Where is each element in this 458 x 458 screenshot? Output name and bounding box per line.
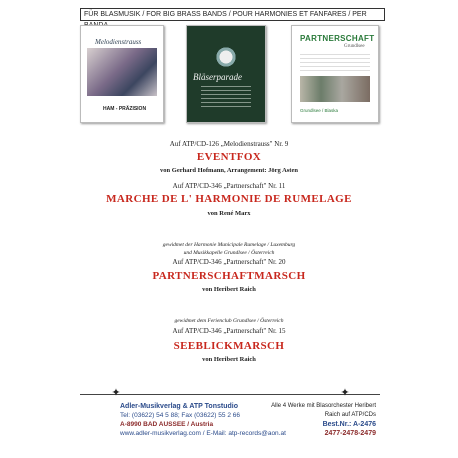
cd-cover-blaeserparade (186, 25, 266, 123)
piece-title: MARCHE DE L' HARMONIE DE RUMELAGE (106, 193, 352, 205)
piece-title: EVENTFOX (196, 151, 262, 163)
order-range: 2477-2478-2479 (324, 430, 376, 437)
order-number: Best.Nr.: A-2476 (322, 421, 376, 428)
publisher-web: www.adler-musikverlag.com / E-Mail: atp-records@aon.at (120, 430, 286, 437)
order-note: Raich auf ATP/CDs (324, 412, 376, 418)
footer-divider (80, 394, 380, 395)
piece-source: Auf ATP/CD-346 „Partnerschaft" Nr. 15 (172, 327, 286, 335)
cover-title: PARTNERSCHAFT (300, 34, 375, 43)
cover-tracklist (201, 86, 251, 110)
piece-composer: von René Marx (207, 210, 251, 217)
publisher-address: A-8990 BAD AUSSEE / Austria (120, 421, 214, 428)
cover-title: Melodienstrauss (95, 38, 142, 46)
cd-cover-melodienstrauss (80, 25, 164, 123)
eagle-logo-icon: ✦ (111, 387, 121, 399)
publisher-name: Adler-Musikverlag & ATP Tonstudio (120, 403, 238, 410)
piece-composer: von Heribert Raich (202, 286, 256, 293)
piece-composer: von Heribert Raich (202, 356, 256, 363)
cover-logo: HAM - PRÄZISION (103, 106, 147, 112)
piece-dedication: gewidmet dem Ferienclub Grundlsee / Österreich (174, 318, 284, 324)
crest-icon (211, 42, 241, 72)
piece-source: Auf ATP/CD-346 „Partnerschaft" Nr. 11 (172, 182, 286, 190)
eagle-logo-icon: ✦ (340, 387, 350, 399)
cover-footer: Grundlsee / Blaska (300, 108, 339, 113)
order-info (271, 402, 376, 438)
category-banner-text: FÜR BLASMUSIK / FOR BIG BRASS BANDS / POUR HARMONIES ET FANFARES / PER (84, 11, 367, 18)
piece-title: SEEBLICKMARSCH (173, 340, 285, 352)
cover-photo (87, 48, 157, 96)
cover-title: Bläserparade (193, 72, 242, 82)
publisher-phone: Tel: (03622) 54 5 88; Fax (03622) 55 2 66 (120, 412, 240, 419)
cover-text-block (300, 54, 370, 74)
piece-dedication: und Musikkapelle Grundlsee / Österreich (183, 250, 275, 256)
order-note: Alle 4 Werke mit Blasorchester Heribert (271, 403, 376, 409)
cover-subtitle: Grundlsee (344, 44, 365, 49)
cover-photo (300, 76, 370, 102)
piece-source: Auf ATP/CD-126 „Melodienstrauss" Nr. 9 (169, 140, 289, 148)
piece-title: PARTNERSCHAFTMARSCH (152, 270, 306, 282)
piece-composer: von Gerhard Hofmann, Arrangement: Jörg Asten (160, 167, 298, 174)
piece-source: Auf ATP/CD-346 „Partnerschaft" Nr. 20 (172, 258, 286, 266)
category-banner (80, 8, 385, 21)
cd-cover-partnerschaft (291, 25, 379, 123)
piece-dedication: gewidmet der Harmonie Municipale Rumelage / Luxemburg (162, 242, 296, 248)
publisher-info (120, 402, 286, 438)
